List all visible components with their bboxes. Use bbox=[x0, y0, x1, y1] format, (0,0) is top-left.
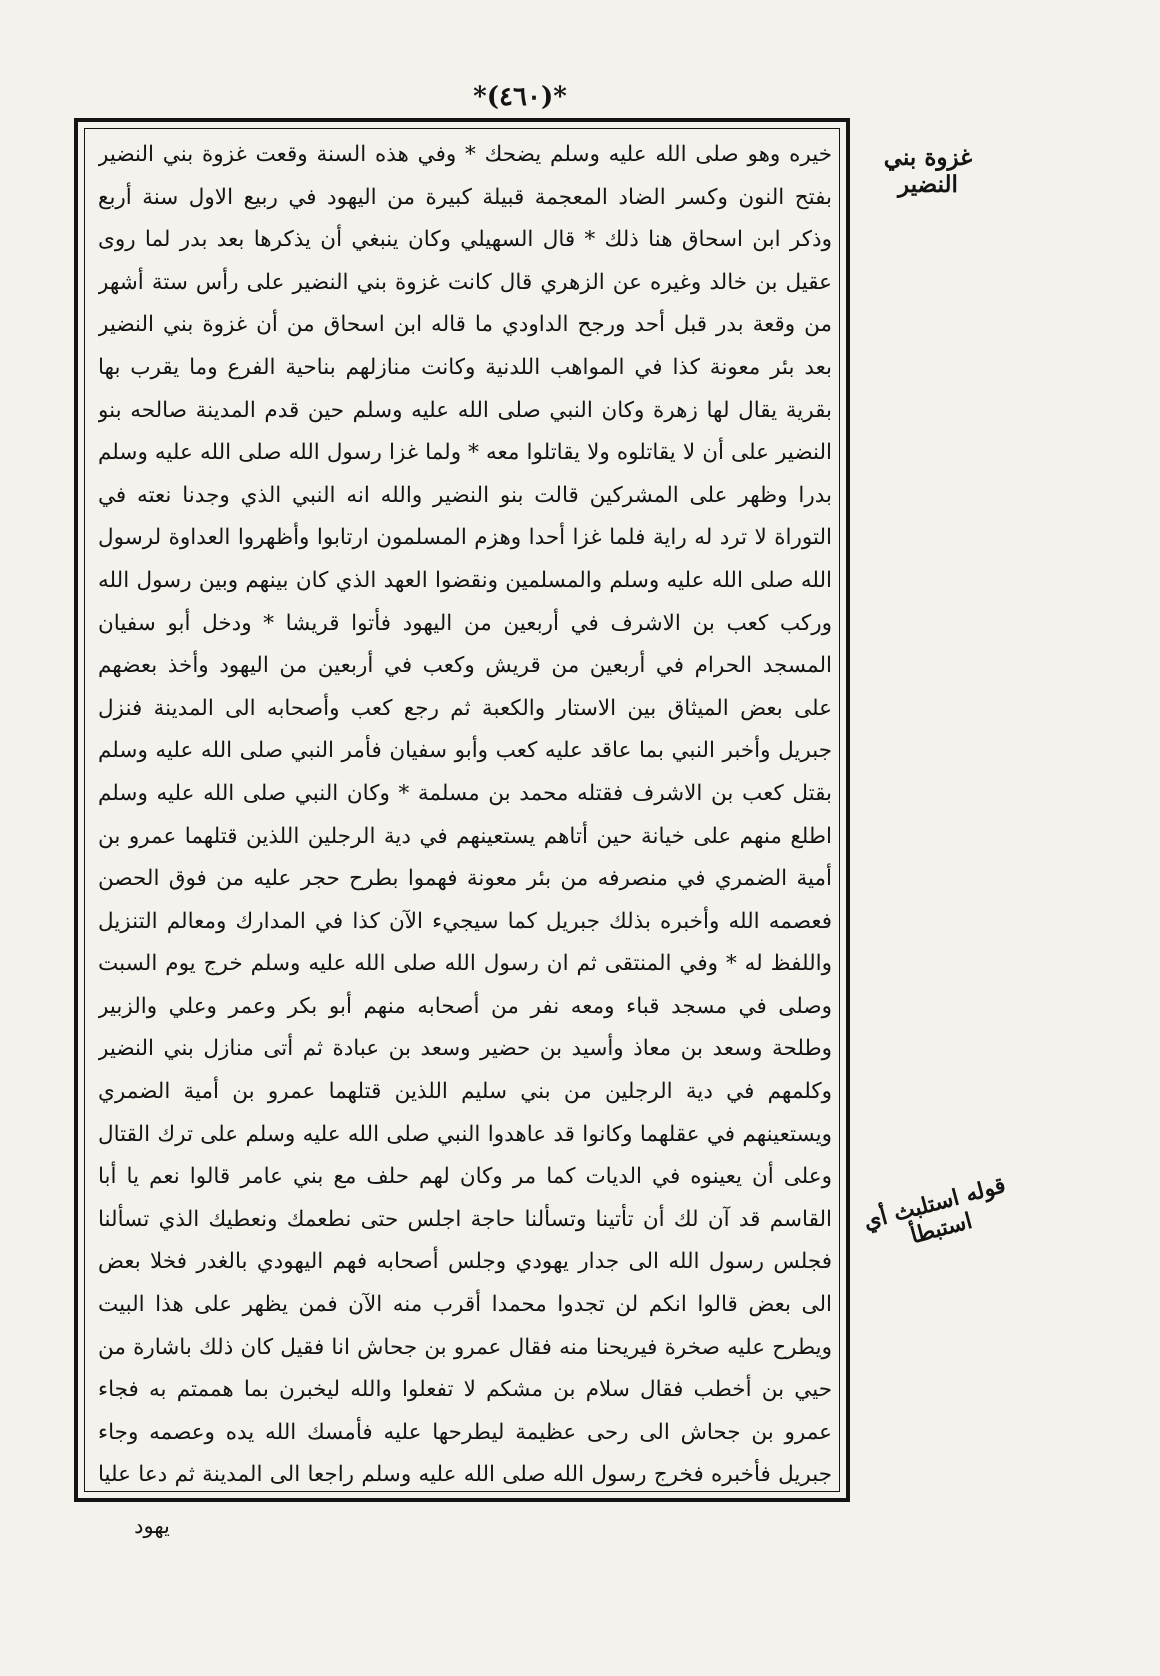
margin-note: قوله استلبث أي استبطأ bbox=[860, 1172, 1009, 1250]
text-frame bbox=[74, 118, 850, 1502]
main-body-text: خيره وهو صلى الله عليه وسلم يضحك * وفي هذه السنة وقعت غزوة بني النضير بفتح النون وكسر الضاد المعجمة قبيلة كبيرة من اليهود في ربيع الاول سنة أربع وذكر ابن اسحاق هنا ذلك * قال السهيلي وكان ينبغي أن يذكرها بعد بدر لما روى عقيل بن خالد وغيره عن الزهري قال كانت غزوة بني النضير على رأس ستة أشهر من وقعة بدر قبل أحد ورجح الداودي ما قاله ابن اسحاق من أن غزوة بني النضير بعد بئر معونة كذا في المواهب اللدنية وكانت منازلهم بناحية الفرع وما يقرب بها بقرية يقال لها زهرة وكان النبي صلى الله عليه وسلم حين قدم المدينة صالحه بنو النضير على أن لا يقاتلوه ولا يقاتلوا معه * ولما غزا رسول الله صلى الله عليه وسلم بدرا وظهر على المشركين قالت بنو النضير والله انه النبي الذي وجدنا نعته في التوراة لا ترد له راية فلما غزا أحدا وهزم المسلمون ارتابوا وأظهروا العداوة لرسول الله صلى الله عليه وسلم والمسلمين ونقضوا العهد الذي كان بينهم وبين رسول الله وركب كعب بن الاشرف في أربعين من اليهود فأتوا قريشا * ودخل أبو سفيان المسجد الحرام في أربعين من قريش وكعب في أربعين من اليهود وأخذ بعضهم على بعض الميثاق بين الاستار والكعبة ثم رجع كعب وأصحابه الى المدينة فنزل جبريل وأخبر النبي بما عاقد عليه كعب وأبو سفيان فأمر النبي صلى الله عليه وسلم بقتل كعب بن الاشرف فقتله محمد بن مسلمة * وكان النبي صلى الله عليه وسلم اطلع منهم على خيانة حين أتاهم يستعينهم في دية الرجلين اللذين قتلهما عمرو بن أمية الضمري في منصرفه من بئر معونة فهموا بطرح حجر عليه من فوق الحصن فعصمه الله وأخبره بذلك جبريل كما سيجيء الآن كذا في المدارك ومعالم التنزيل واللفظ له * وفي المنتقى ثم ان رسول الله صلى الله عليه وسلم خرج يوم السبت وصلى في مسجد قباء ومعه نفر من أصحابه منهم أبو بكر وعمر وعلي والزبير وطلحة وسعد بن معاذ وأسيد بن حضير وسعد بن عبادة ثم أتى منازل بني النضير وكلمهم في دية الرجلين من بني سليم اللذين قتلهما عمرو بن أمية الضمري ويستعينهم في عقلهما وكانوا قد عاهدوا النبي صلى الله عليه وسلم على ترك القتال وعلى أن يعينوه في الديات كما مر وكان لهم حلف مع بني عامر قالوا نعم يا أبا القاسم قد آن لك أن تأتينا وتسألنا حاجة اجلس حتى نطعمك ونعطيك الذي تسألنا فجلس رسول الله الى جدار يهودي وجلس أصحابه فهم اليهودي بالغدر فخلا بعض الى بعض قالوا انكم لن تجدوا محمدا أقرب منه الآن فمن يظهر على هذا البيت ويطرح عليه صخرة فيريحنا منه فقال عمرو بن جحاش انا فقيل كان ذلك باشارة من حيي بن أخطب فقال سلام بن مشكم لا تفعلوا والله ليخبرن بما هممتم به فجاء عمرو بن جحاش الى رحى عظيمة ليطرحها عليه فأمسك الله يده وعصمه وجاء جبريل فأخبره فخرج رسول الله صلى الله عليه وسلم راجعا الى المدينة ثم دعا عليا bbox=[98, 142, 832, 1488]
catchword: يهود bbox=[134, 1514, 170, 1538]
margin-heading: غزوة بني النضير bbox=[883, 144, 973, 198]
page-number: *(٤٦٠)* bbox=[473, 82, 567, 112]
